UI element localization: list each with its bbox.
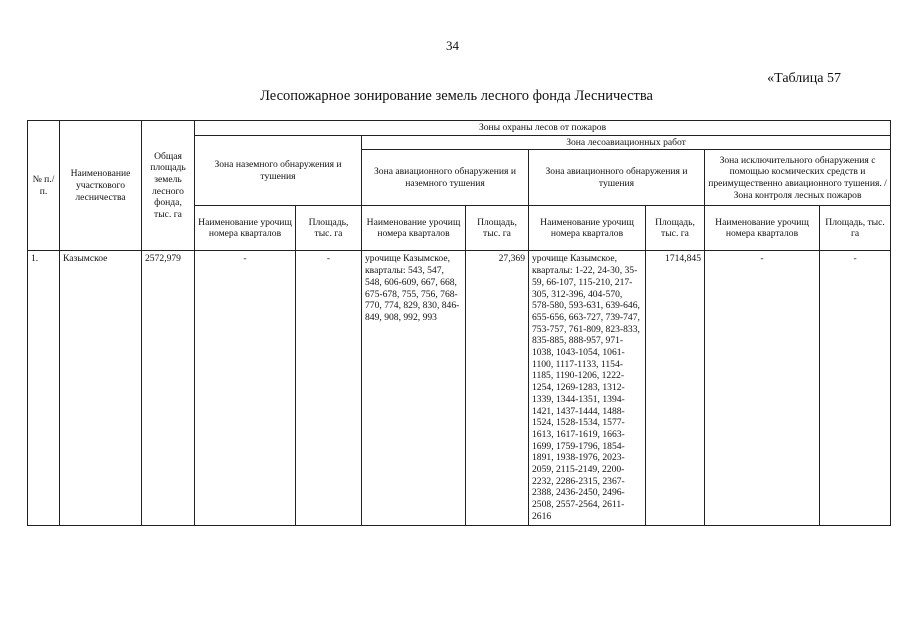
header-air-area: Площадь, тыс. га [646,206,705,251]
table-row [28,251,891,525]
header-air-ground-zone: Зона авиационного обнаружения и наземного тушения [362,150,529,206]
header-air-zone: Зона авиационного обнаружения и тушения [529,150,705,206]
header-area-total: Общая площадь земель лесного фонда, тыс. га [142,121,195,251]
cell-space-area: - [820,251,891,525]
cell-ground-name: - [195,251,296,525]
cell-area-total: 2572,979 [142,251,195,525]
header-ground-name: Наименование урочищ номера кварталов [195,206,296,251]
header-aviation-zone: Зона лесоавиационных работ [362,135,891,150]
cell-num: 1. [28,251,60,525]
cell-space-name: - [705,251,820,525]
page-number: 34 [446,38,459,53]
header-name: Наименование участкового лесничества [60,121,142,251]
cell-name: Казымское [60,251,142,525]
header-air-name: Наименование урочищ номера кварталов [529,206,646,251]
document-title: Лесопожарное зонирование земель лесного фонда Лесничества [260,88,653,104]
header-air-ground-area: Площадь, тыс. га [466,206,529,251]
cell-air-ground-name: урочище Казымское, кварталы: 543, 547, 548, 606-609, 667, 668, 675-678, 755, 756, 768-770, 774, 829, 830, 846-849, 908, 992, 993 [362,251,466,525]
cell-ground-area: - [296,251,362,525]
table-label: «Таблица 57 [767,71,841,86]
header-num: № п./п. [28,121,60,251]
header-ground-zone: Зона наземного обнаружения и тушения [195,135,362,206]
header-space-zone: Зона исключительного обнаружения с помощью космических средств и преимущественно авиационного тушения. / Зона контроля лесных пожаров [705,150,891,206]
fire-zoning-table [27,120,891,526]
header-ground-area: Площадь, тыс. га [296,206,362,251]
header-space-area: Площадь, тыс. га [820,206,891,251]
cell-air-name: урочище Казымское, кварталы: 1-22, 24-30, 35-59, 66-107, 115-210, 217-305, 312-396, 404-570, 578-580, 593-631, 639-646, 655-656, 663-727, 739-747, 753-757, 761-809, 823-833, 835-885, 888-957, 971-1038, 1043-1054, 1061-1100, 1117-1133, 1154-1185, 1190-1206, 1222-1254, 1269-1283, 1312-1339, 1344-1351, 1394-1421, 1437-1444, 1488-1524, 1528-1534, 1577-1613, 1617-1619, 1663-1699, 1759-1796, 1854-1891, 1938-1976, 2023-2059, 2115-2149, 2200-2232, 2286-2315, 2367-2388, 2436-2450, 2496-2508, 2557-2564, 2611-2616 [529,251,646,525]
header-space-name: Наименование урочищ номера кварталов [705,206,820,251]
cell-air-area: 1714,845 [646,251,705,525]
header-air-ground-name: Наименование урочищ номера кварталов [362,206,466,251]
cell-air-ground-area: 27,369 [466,251,529,525]
header-protection-zones: Зоны охраны лесов от пожаров [195,121,891,136]
